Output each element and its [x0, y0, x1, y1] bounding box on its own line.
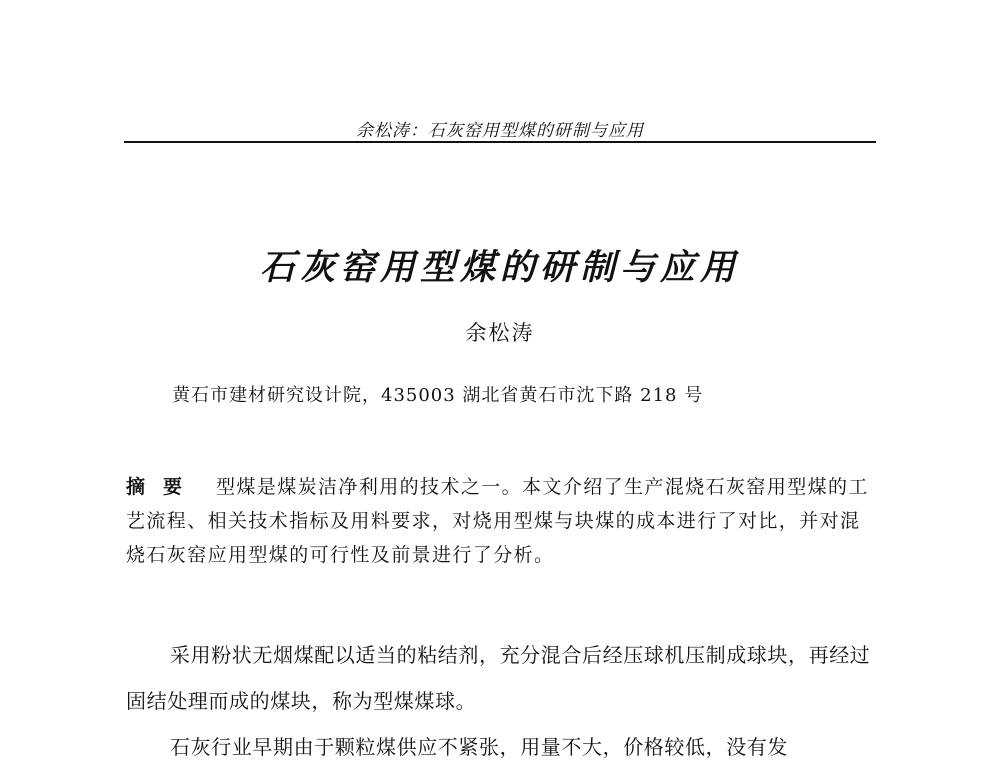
- abstract-label: 摘要: [126, 476, 201, 498]
- body-paragraph-1-text: 采用粉状无烟煤配以适当的粘结剂，充分混合后经压球机压制成球块，再经过固结处理而成的煤块，称为型煤煤球。: [126, 643, 871, 713]
- body-paragraph: [126, 632, 882, 724]
- header-rule: [124, 141, 876, 143]
- author-affiliation: 黄石市建材研究设计院，435003 湖北省黄石市沈下路 218 号: [172, 385, 704, 406]
- abstract: [126, 470, 878, 572]
- abstract-text: 型煤是煤炭洁净利用的技术之一。本文介绍了生产混烧石灰窑用型煤的工艺流程、相关技术指标及用料要求，对烧用型煤与块煤的成本进行了对比，并对混烧石灰窑应用型煤的可行性及前景进行了分析。: [126, 476, 869, 566]
- running-header: 余松涛：石灰窑用型煤的研制与应用: [356, 121, 644, 141]
- body-paragraph: [126, 724, 882, 770]
- paper-title: 石灰窑用型煤的研制与应用: [259, 247, 740, 288]
- author-name: 余松涛: [465, 321, 535, 345]
- body-paragraph-2-text: 石灰行业早期由于颗粒煤供应不紧张，用量不大，价格较低，没有发: [170, 735, 788, 759]
